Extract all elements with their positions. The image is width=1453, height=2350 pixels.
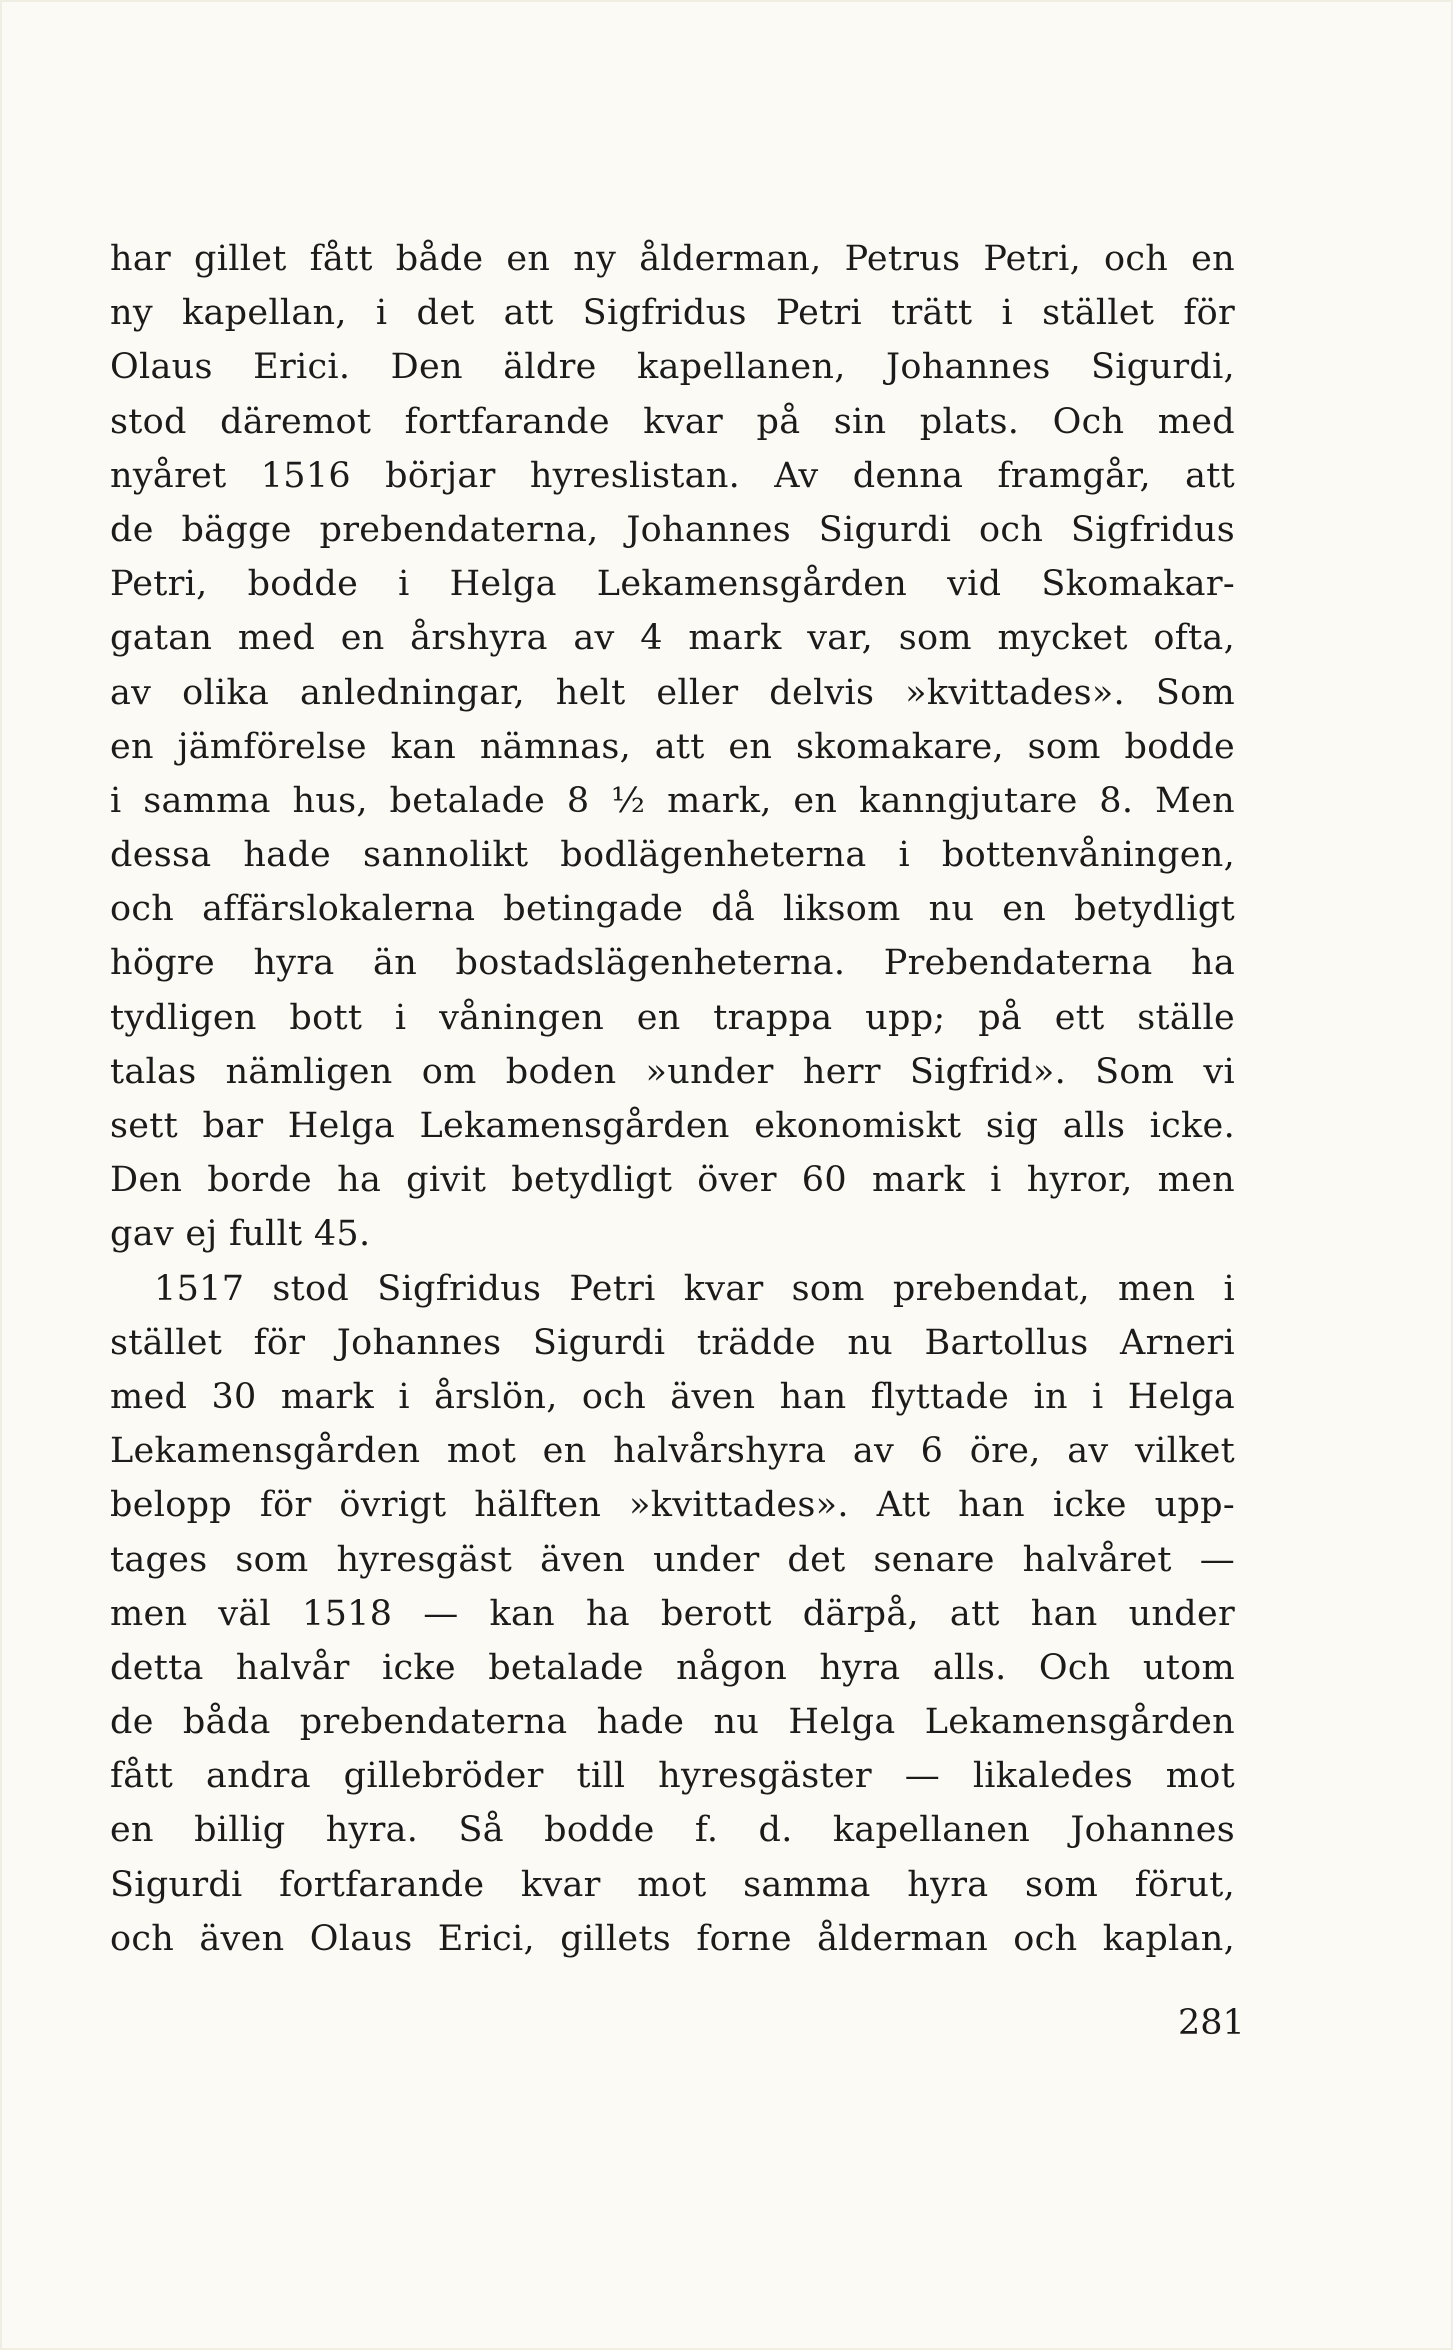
text-line: de bägge prebendaterna, Johannes Sigurdi och Sigfridus <box>110 509 1235 550</box>
text-line: Sigurdi fortfarande kvar mot samma hyra som förut, <box>110 1864 1235 1905</box>
text-line: Petri, bodde i Helga Lekamensgården vid Skomakar- <box>110 564 1235 605</box>
text-line: gav ej fullt 45. <box>110 1214 371 1255</box>
text-line: 1517 stod Sigfridus Petri kvar som prebendat, men i <box>154 1268 1235 1309</box>
paragraph-1 <box>110 232 1235 1262</box>
text-line: Lekamensgården mot en halvårshyra av 6 öre, av vilket <box>110 1431 1235 1472</box>
text-line: och affärslokalerna betingade då liksom nu en betydligt <box>110 889 1235 930</box>
text-line: högre hyra än bostadslägenheterna. Prebendaterna ha <box>110 943 1235 984</box>
text-line: de båda prebendaterna hade nu Helga Lekamensgården <box>110 1702 1235 1743</box>
text-line: har gillet fått både en ny ålderman, Petrus Petri, och en <box>110 239 1235 279</box>
page-number: 281 <box>1178 2003 1245 2043</box>
text-line: nyåret 1516 börjar hyreslistan. Av denna framgår, att <box>110 455 1235 496</box>
text-line: och även Olaus Erici, gillets forne ålderman och kaplan, <box>110 1918 1235 1959</box>
text-line: gatan med en årshyra av 4 mark var, som mycket ofta, <box>110 618 1235 659</box>
text-line: Den borde ha givit betydligt över 60 mark i hyror, men <box>110 1160 1235 1201</box>
text-line: talas nämligen om boden »under herr Sigfrid». Som vi <box>110 1051 1235 1092</box>
text-line: ny kapellan, i det att Sigfridus Petri trätt i stället för <box>110 293 1235 334</box>
text-line: av olika anledningar, helt eller delvis »kvittades». Som <box>110 672 1235 713</box>
text-line: tydligen bott i våningen en trappa upp; på ett ställe <box>110 997 1235 1038</box>
text-line: sett bar Helga Lekamensgården ekonomiskt sig alls icke. <box>110 1106 1235 1146</box>
text-line: men väl 1518 — kan ha berott därpå, att han under <box>110 1593 1235 1634</box>
text-line: stod däremot fortfarande kvar på sin plats. Och med <box>110 401 1235 442</box>
text-line: tages som hyresgäst även under det senare halvåret — <box>110 1539 1235 1580</box>
text-line: i samma hus, betalade 8 ½ mark, en kanngjutare 8. Men <box>110 780 1235 821</box>
text-line: fått andra gillebröder till hyresgäster — likaledes mot <box>110 1756 1235 1797</box>
text-line: dessa hade sannolikt bodlägenheterna i bottenvåningen, <box>110 835 1235 876</box>
text-line: Olaus Erici. Den äldre kapellanen, Johannes Sigurdi, <box>110 347 1235 388</box>
text-line: belopp för övrigt hälften »kvittades». Att han icke upp- <box>110 1485 1235 1526</box>
text-line: detta halvår icke betalade någon hyra alls. Och utom <box>110 1647 1235 1688</box>
paragraph-2 <box>110 1262 1235 1966</box>
text-line: en billig hyra. Så bodde f. d. kapellanen Johannes <box>110 1810 1235 1851</box>
text-line: en jämförelse kan nämnas, att en skomakare, som bodde <box>110 726 1235 767</box>
text-line: stället för Johannes Sigurdi trädde nu Bartollus Arneri <box>110 1322 1235 1363</box>
body-text <box>110 232 1235 1966</box>
text-line: med 30 mark i årslön, och även han flyttade in i Helga <box>110 1376 1235 1417</box>
